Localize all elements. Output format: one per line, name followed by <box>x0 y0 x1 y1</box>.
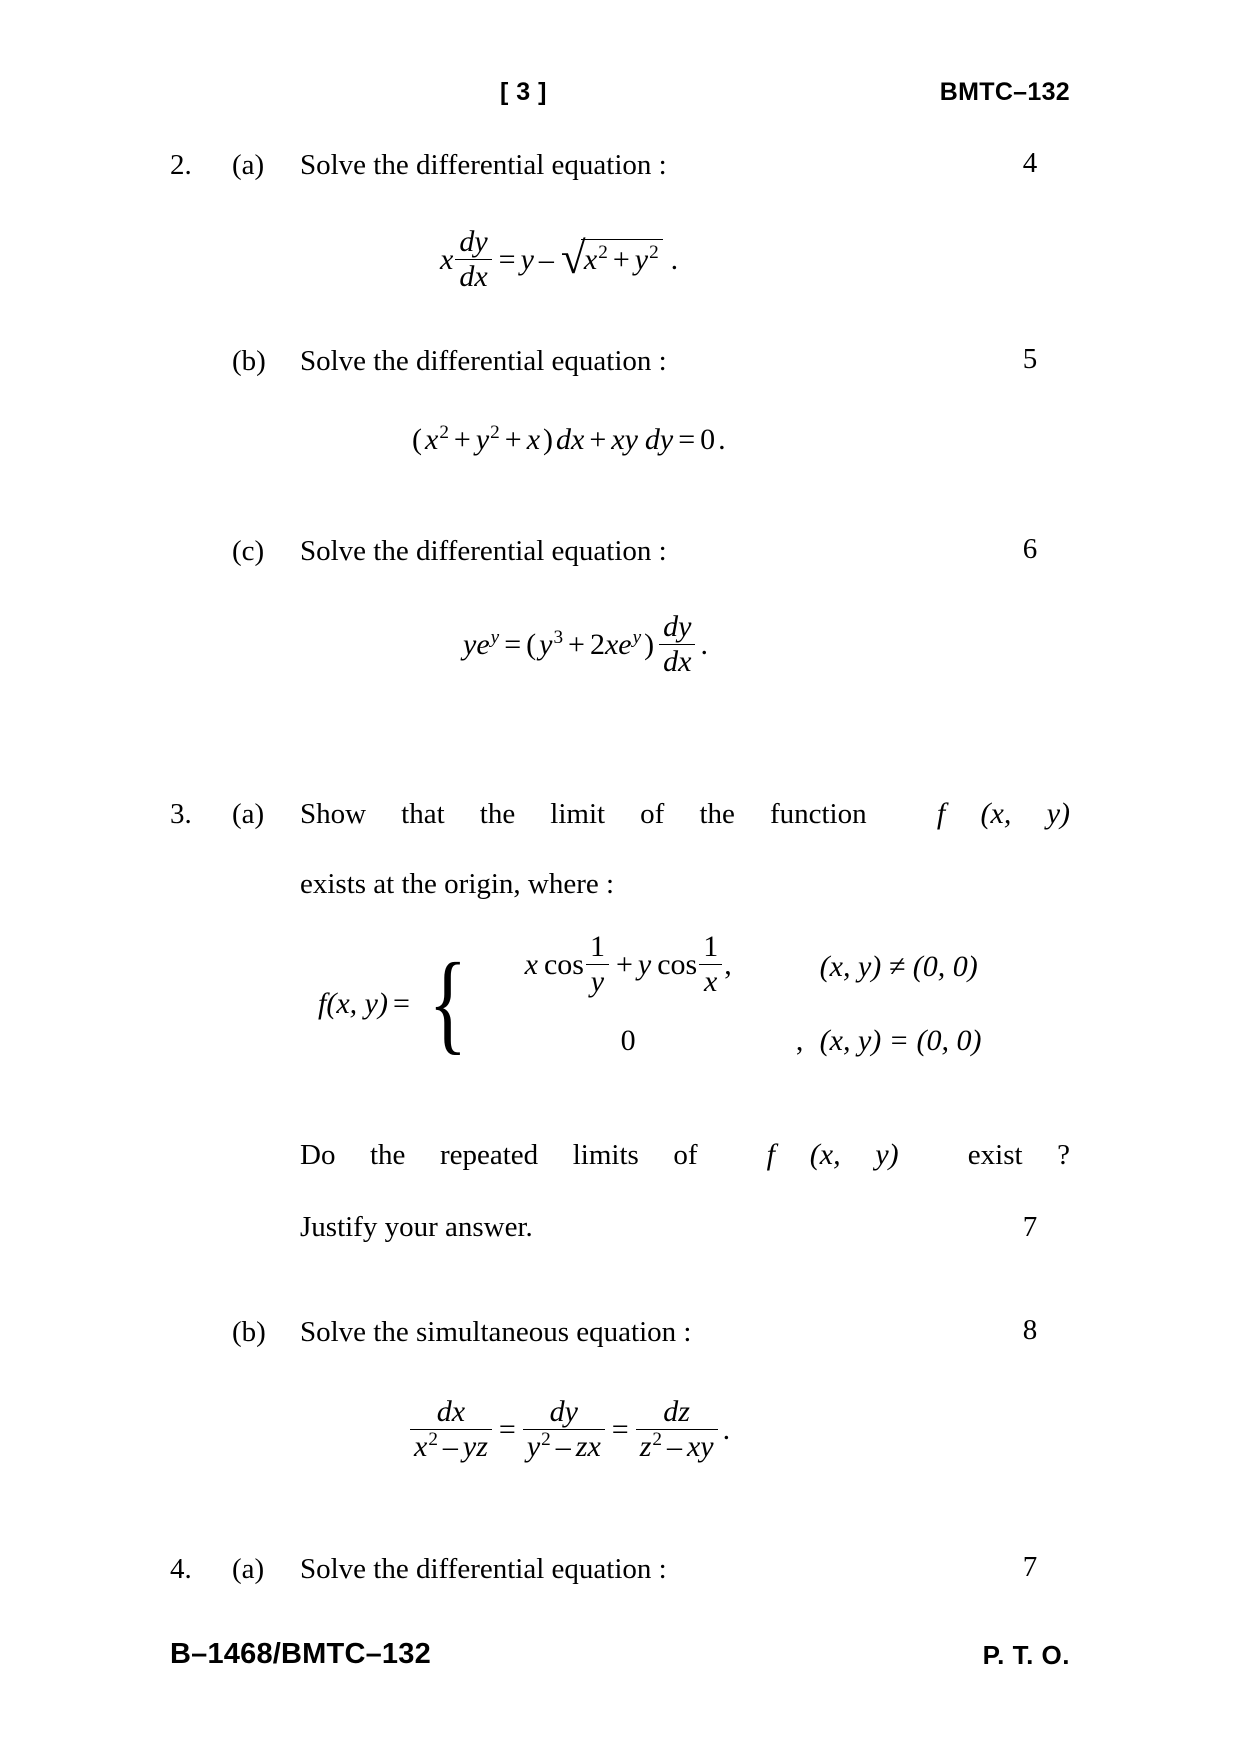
eq2c-e: e <box>476 627 490 661</box>
question-text-3a-line4: Justify your answer. <box>300 1211 533 1243</box>
eq2c-dx: dx <box>659 644 695 678</box>
pw-row1-plus: + <box>615 947 633 981</box>
eq2a-period: . <box>670 242 679 276</box>
eq2b-dx: dx <box>556 423 585 456</box>
question-2b-row <box>170 343 1070 379</box>
eq3b-frac-1 <box>410 1396 492 1464</box>
marks-2a: 4 <box>1022 147 1038 179</box>
eq2a-x: x <box>440 242 454 276</box>
piecewise-lhs <box>318 987 421 1021</box>
question-4a-row <box>170 1551 1070 1587</box>
pw-row1-x2: x <box>699 964 722 998</box>
eq2b-plus3: + <box>589 423 607 456</box>
eq3b-den3-exp: 2 <box>652 1429 662 1450</box>
pw-row1-comma: , <box>724 947 732 981</box>
piecewise-row-2 <box>471 1004 982 1078</box>
eq3b-dx: dx <box>436 1394 466 1428</box>
eq2c-open: ( <box>526 627 537 661</box>
eq3b-den1-minus: – <box>442 1430 458 1463</box>
pw-row1-frac2 <box>699 931 722 999</box>
piecewise-cond-2: (x, y) = (0, 0) <box>819 1024 982 1057</box>
eq2b-xy: xy <box>611 423 638 456</box>
eq2c-e2: e <box>618 627 632 661</box>
eq2c-close: ) <box>644 627 655 661</box>
eq3b-den2-exp: 2 <box>541 1429 551 1450</box>
eq3b-den1-exp: 2 <box>428 1429 438 1450</box>
eq2c-sup-y: y <box>490 626 500 648</box>
piecewise-equals: = <box>392 987 410 1020</box>
marks-2b: 5 <box>1022 343 1038 375</box>
eq2a-rad-x: x <box>583 242 598 276</box>
question-text-4a: Solve the differential equation : <box>300 1553 667 1585</box>
page-number: [ 3 ] <box>500 78 547 106</box>
eq2c-plus: + <box>568 627 585 661</box>
question-text-2a: Solve the differential equation : <box>300 149 667 181</box>
eq2a-rad-plus: + <box>612 242 630 276</box>
eq2a-rad-exp1: 2 <box>598 241 608 263</box>
eq2b-plus1: + <box>453 423 471 456</box>
eq2c-derivative <box>659 611 695 679</box>
eq2c-x: x <box>604 627 619 661</box>
question-text-3a-line2: exists at the origin, where : <box>300 868 615 900</box>
pw-row1-y1: y <box>586 964 609 998</box>
eq3b-den3-minus: – <box>666 1430 682 1463</box>
exist-question: exist ? <box>967 1139 1070 1171</box>
pw-row1-frac1 <box>586 931 609 999</box>
question-number-2: 2. <box>170 149 192 181</box>
eq2c-two: 2 <box>589 627 605 661</box>
part-label-4a: (a) <box>232 1553 265 1585</box>
question-text-2b: Solve the differential equation : <box>300 345 667 377</box>
fxy-inline-b: f (x, y) <box>766 1138 899 1171</box>
eq2b-exp1: 2 <box>439 422 449 443</box>
curly-brace-icon: { <box>428 941 468 1066</box>
question-text-3a-line3-words: Do the repeated limits of <box>300 1139 698 1171</box>
question-2a-row <box>170 147 1070 183</box>
piecewise-cond-1: (x, y) ≠ (0, 0) <box>819 950 978 983</box>
page-header <box>170 78 1070 118</box>
piecewise-f: f <box>318 987 327 1020</box>
question-text-3a-words: Show that the limit of the function <box>300 798 867 830</box>
part-label-2c: (c) <box>232 535 265 567</box>
eq3b-den-2 <box>523 1429 605 1463</box>
question-text-3a <box>300 795 1070 833</box>
eq2a-dy: dy <box>459 224 488 258</box>
eq2b-period: . <box>718 423 726 456</box>
question-number-3: 3. <box>170 798 192 830</box>
eq2b-x: x <box>425 423 439 456</box>
eq3b-frac-2 <box>523 1396 605 1464</box>
eq2c-period: . <box>700 627 708 661</box>
page-footer <box>170 1638 1070 1678</box>
eq2a-minus: – <box>538 242 554 276</box>
eq2b-exp2: 2 <box>490 422 500 443</box>
part-label-3b: (b) <box>232 1316 266 1348</box>
eq3b-eq1: = <box>498 1412 516 1446</box>
piecewise-args: (x, y) <box>326 987 388 1020</box>
marks-2c: 6 <box>1022 533 1038 565</box>
question-3a-row <box>170 795 1070 833</box>
pw-row1-one1: 1 <box>589 929 605 963</box>
eq2c-sup-y2: y <box>632 626 642 648</box>
footer-pto: P. T. O. <box>982 1640 1070 1670</box>
eq2a-sqrt <box>560 232 663 283</box>
eq3b-den1-x: x <box>414 1430 428 1463</box>
part-label-3a: (a) <box>232 798 265 830</box>
fxy-inline-a: f (x, y) <box>936 797 1070 830</box>
pw-row1-cos1: cos <box>543 947 584 981</box>
eq3b-den3-xy: xy <box>686 1430 714 1463</box>
eq2c-y2: y <box>539 627 553 661</box>
eq2b-dy: dy <box>644 423 674 456</box>
eq2a-y: y <box>520 242 534 276</box>
question-text-3a-line3 <box>300 1138 1070 1172</box>
eq2b-plus2: + <box>504 423 522 456</box>
question-number-4: 4. <box>170 1553 192 1585</box>
eq2b-zero: 0 <box>700 423 716 456</box>
pw-row1-cos2: cos <box>657 947 698 981</box>
eq2b-close: ) <box>543 423 554 456</box>
equation-2c <box>463 609 711 681</box>
eq3b-dy: dy <box>549 1394 578 1428</box>
eq3b-eq2: = <box>611 1412 629 1446</box>
eq2c-equals: = <box>504 627 522 661</box>
eq3b-dz: dz <box>663 1394 690 1428</box>
question-3b-row <box>170 1314 1070 1350</box>
eq3b-den3-z: z <box>639 1430 652 1463</box>
piecewise-row-1 <box>471 930 982 1004</box>
eq2a-rad-y: y <box>634 242 649 276</box>
marks-4a: 7 <box>1022 1551 1038 1583</box>
part-label-2b: (b) <box>232 345 266 377</box>
eq3b-frac-3 <box>636 1396 718 1464</box>
footer-code: B–1468/BMTC–132 <box>170 1638 431 1670</box>
eq3b-den2-zx: zx <box>575 1430 601 1463</box>
piecewise-expr-1 <box>471 929 786 1001</box>
radical-sign-icon: √ <box>560 232 586 283</box>
eq2b-open: ( <box>412 423 422 456</box>
eq2c-exp3: 3 <box>553 626 564 648</box>
eq3b-den-3 <box>636 1429 718 1463</box>
piecewise-rows <box>471 930 982 1078</box>
pw-row1-y: y <box>637 947 652 981</box>
piecewise-sep-2: , <box>795 1024 804 1057</box>
eq3b-den-1 <box>410 1429 492 1463</box>
eq3b-den2-y: y <box>526 1430 541 1463</box>
eq2c-y: y <box>463 627 477 661</box>
eq2b-equals: = <box>678 423 696 456</box>
eq2a-dx: dx <box>455 259 491 293</box>
pw-row1-x: x <box>524 947 538 981</box>
eq3b-period: . <box>722 1412 731 1446</box>
eq3b-den1-yz: yz <box>462 1430 488 1463</box>
question-text-2c: Solve the differential equation : <box>300 535 667 567</box>
eq2a-radicand <box>581 239 663 277</box>
eq2c-dy: dy <box>663 609 692 643</box>
eq2b-x2: x <box>526 423 541 456</box>
piecewise-expr-2: 0 <box>620 1024 636 1057</box>
marks-3b: 8 <box>1022 1314 1038 1346</box>
marks-3a: 7 <box>1022 1211 1038 1243</box>
question-text-3b: Solve the simultaneous equation : <box>300 1316 692 1348</box>
equation-3b <box>408 1394 733 1466</box>
equation-2a <box>440 224 683 296</box>
eq2b-y: y <box>475 423 490 456</box>
paper-code: BMTC–132 <box>939 78 1070 106</box>
eq2a-equals: = <box>498 242 516 276</box>
eq3b-den2-minus: – <box>555 1430 571 1463</box>
question-2c-row <box>170 533 1070 569</box>
eq2a-rad-exp2: 2 <box>649 241 659 263</box>
equation-2b <box>412 423 729 457</box>
piecewise-function-definition <box>318 930 982 1078</box>
part-label-2a: (a) <box>232 149 265 181</box>
eq2a-derivative <box>455 226 491 294</box>
pw-row1-one2: 1 <box>703 929 719 963</box>
